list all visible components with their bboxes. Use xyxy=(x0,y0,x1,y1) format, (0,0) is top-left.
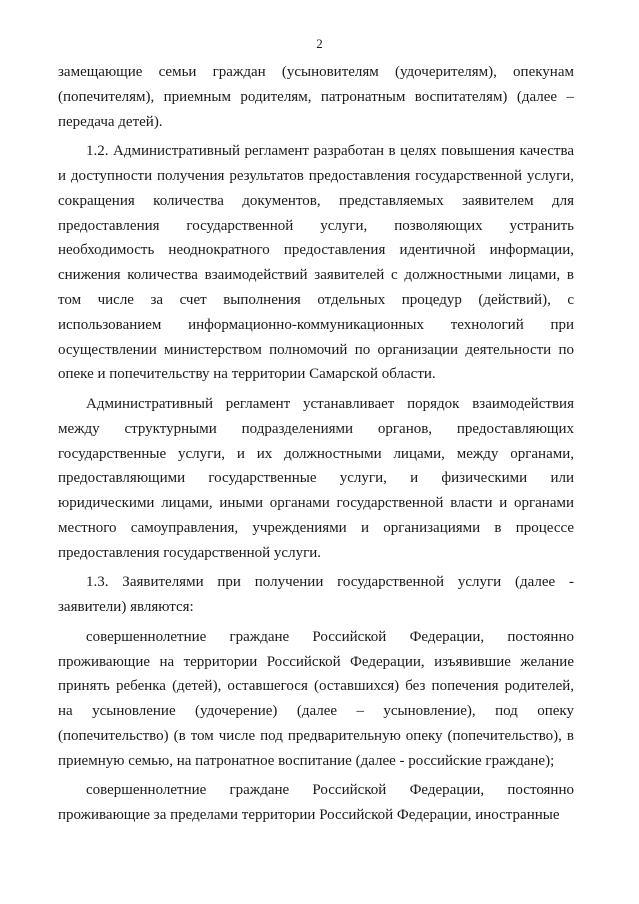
paragraph-interaction-procedure: Административный регламент устанавливает порядок взаимодействия между структурными подразделениями органов, предоставляющих государственные услуги, и их должностными лицами, между органами, предоставляющими государственные услуги, и физическими или юридическими лицами, иными органами государственной власти и органами местного самоуправления, учреждениями и организациями в процессе предоставления государственной услуги. xyxy=(58,395,574,561)
paragraph-1-2-purpose: 1.2. Административный регламент разработан в целях повышения качества и доступности получения результатов предоставления государственной услуги, сокращения количества документов, представляемых заявителем для предоставления государственной услуги, позволяющих устранить необходимость неоднократного предоставления идентичной информации, снижения количества взаимодействий заявителей с должностными лицами, в том числе за счет выполнения отдельных процедур (действий), с использованием информационно-коммуникационных технологий при осуществлении министерством полномочий по организации деятельности по опеке и попечительству на территории Самарской области. xyxy=(58,143,574,383)
paragraph-citizens-abroad: совершеннолетние граждане Российской Федерации, постоянно проживающие за пределами территории Российской Федерации, иностранные xyxy=(58,782,574,824)
paragraph-1-3-applicants: 1.3. Заявителями при получении государственной услуги (далее - заявители) являются: xyxy=(58,574,574,616)
paragraph-transfer-of-children: замещающие семьи граждан (усыновителям (удочерителям), опекунам (попечителям), приемным родителям, патронатным воспитателям) (далее – передача детей). xyxy=(58,64,574,130)
page-number: 2 xyxy=(316,36,323,51)
document-body xyxy=(58,60,574,828)
paragraph-russian-citizens: совершеннолетние граждане Российской Федерации, постоянно проживающие на территории Российской Федерации, изъявившие желание принять ребенка (детей), оставшегося (оставшихся) без попечения родителей, на усыновление (удочерение) (далее – усыновление), под опеку (попечительство) (в том числе под предварительную опеку (попечительство), в приемную семью, на патронатное воспитание (далее - российские граждане); xyxy=(58,628,574,769)
